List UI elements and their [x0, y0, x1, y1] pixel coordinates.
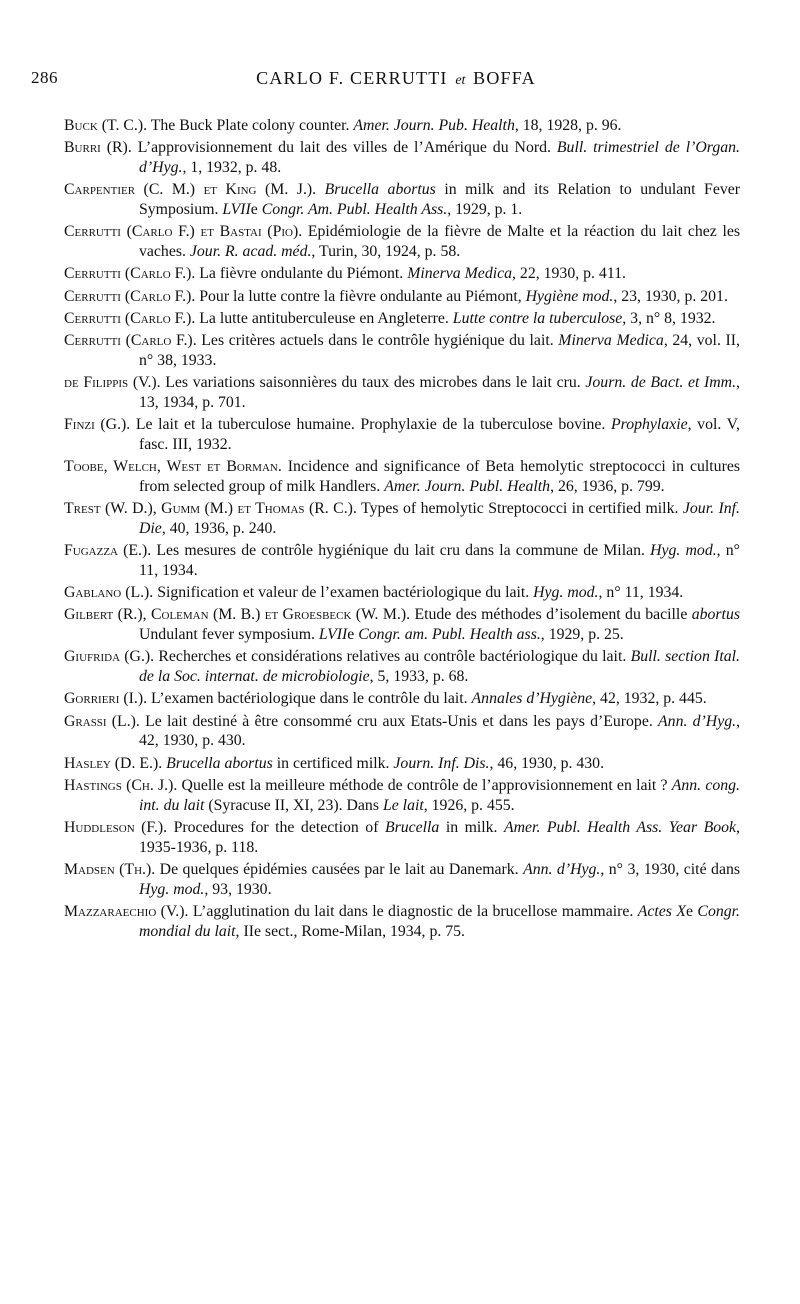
reference-italic-text: Journ. Inf. Dis.: [393, 754, 490, 772]
reference-text: Epidémiologie de la fièvre de Malte et la réaction du lait chez les vaches.: [139, 223, 740, 260]
reference-italic-text: Ann. cong. int. du lait: [139, 777, 740, 814]
reference-text: De quelques épidémies causées par le lait au Danemark.: [155, 861, 524, 879]
reference-author: Gablano (L.).: [64, 584, 154, 602]
reference-italic-text: Bull. trimestriel de l’Organ. d’Hyg.: [139, 139, 740, 176]
reference-text: , n° 11, 1934.: [598, 584, 684, 602]
reference-entry: [64, 902, 740, 941]
reference-author: Finzi (G.).: [64, 416, 131, 434]
reference-text: e: [250, 201, 262, 218]
reference-text: Les critères actuels dans le contrôle hygiénique du lait.: [196, 332, 559, 350]
reference-text: Recherches et considérations relatives au contrôle bactériologique du lait.: [154, 648, 631, 666]
reference-text: in milk.: [439, 819, 504, 837]
reference-text: La lutte antituberculeuse en Angleterre.: [195, 309, 453, 327]
running-head-coauthor: BOFFA: [473, 68, 536, 88]
reference-entry: [64, 776, 740, 815]
reference-italic-text: Hyg. mod.: [650, 542, 717, 560]
reference-text: Les variations saisonnières du taux des microbes dans le lait cru.: [160, 374, 586, 392]
running-head-conjunction: et: [455, 73, 466, 88]
reference-text: , 22, 1930, p. 411.: [512, 265, 626, 283]
reference-text: [316, 181, 325, 198]
reference-italic-text: Congr. mondial du lait: [139, 903, 740, 940]
reference-entry: [64, 541, 740, 580]
reference-author: de Filippis (V.).: [64, 374, 161, 392]
running-head: [31, 68, 761, 89]
reference-entry: [64, 583, 740, 603]
reference-text: Incidence and significance of Beta hemolytic streptococci in cultures from selected group of milk Handlers.: [139, 458, 740, 495]
reference-text: , 46, 1930, p. 430.: [489, 754, 605, 772]
reference-italic-text: Jour. R. acad. méd.: [189, 243, 312, 260]
reference-italic-text: Hyg. mod.: [533, 584, 599, 602]
reference-italic-text: Ann. d’Hyg.: [523, 861, 601, 879]
reference-author: Mazzaraechio (V.).: [64, 903, 189, 921]
reference-text: Les mesures de contrôle hygiénique du lait cru dans la commune de Milan.: [151, 542, 651, 560]
reference-text: Undulant fever symposium.: [139, 626, 319, 644]
reference-entry: [64, 264, 740, 284]
reference-italic-text: Actes X: [637, 903, 686, 921]
reference-text: , Turin, 30, 1924, p. 58.: [311, 243, 461, 260]
reference-italic-text: Congr. am. Publ. Health ass.: [358, 626, 541, 644]
reference-author: Fugazza (E.).: [64, 542, 152, 560]
reference-text: La fièvre ondulante du Piémont.: [195, 265, 408, 283]
reference-italic-text: Ann. d’Hyg.: [658, 712, 737, 730]
reference-entry: [64, 138, 740, 177]
reference-entry: [64, 309, 740, 329]
reference-author: Carpentier (C. M.) et King (M. J.).: [64, 181, 317, 199]
reference-text: , n° 11, 1934.: [139, 542, 740, 579]
reference-text: , 3, n° 8, 1932.: [622, 309, 716, 327]
reference-text: Procedures for the detection of: [167, 819, 385, 837]
reference-text: Le lait destiné à être consommé cru aux Etats-Unis et dans les pays d’Europe.: [139, 712, 659, 730]
reference-entry: [64, 457, 740, 496]
reference-author: Huddleson (F.).: [64, 819, 168, 837]
reference-text: , 1935-1936, p. 118.: [139, 819, 740, 856]
reference-author: Cerrutti (Carlo F.).: [64, 287, 196, 305]
reference-entry: [64, 287, 740, 307]
reference-italic-text: Congr. Am. Publ. Health Ass.: [261, 201, 448, 218]
reference-author: Burri (R).: [64, 139, 132, 157]
reference-author: Toobe, Welch, West et Borman.: [64, 458, 282, 476]
reference-italic-text: Jour. Inf. Die: [139, 500, 741, 537]
page-number: 286: [31, 68, 58, 87]
reference-italic-text: Brucella: [384, 819, 440, 837]
reference-author: Giufrida (G.).: [64, 648, 155, 666]
reference-italic-text: Annales d’Hygiène: [471, 690, 593, 708]
reference-author: Cerrutti (Carlo F.).: [64, 265, 196, 283]
reference-text: , 24, vol. II, n° 38, 1933.: [139, 332, 740, 369]
reference-entry: [64, 222, 740, 261]
reference-entry: [64, 689, 740, 709]
reference-entry: [64, 331, 740, 370]
reference-text: , 1, 1932, p. 48.: [182, 159, 282, 176]
reference-text: , n° 3, 1930, cité dans: [600, 861, 740, 879]
reference-author: Trest (W. D.), Gumm (M.) et Thomas (R. C.).: [64, 500, 357, 518]
reference-author: Hastings (Ch. J.).: [64, 777, 178, 795]
reference-text: , 93, 1930.: [204, 880, 272, 898]
reference-entry: [64, 499, 740, 538]
reference-text: , 40, 1936, p. 240.: [161, 519, 277, 537]
reference-italic-text: Hyg. mod.: [139, 880, 205, 898]
reference-entry: [64, 712, 740, 751]
reference-text: L’examen bactériologique dans le contrôle du lait.: [147, 690, 472, 708]
reference-italic-text: Journ. de Bact. et Imm.: [585, 374, 737, 392]
reference-italic-text: Amer. Journ. Publ. Health: [384, 477, 551, 495]
reference-italic-text: LVII: [222, 201, 251, 218]
reference-text: , 1929, p. 1.: [447, 201, 523, 218]
reference-italic-text: Minerva Medica: [558, 332, 664, 350]
reference-italic-text: Brucella abortus: [166, 754, 273, 772]
bibliography-list: [64, 116, 740, 944]
reference-entry: [64, 116, 740, 136]
reference-text: L’approvisionnement du lait des villes de l’Amérique du Nord.: [131, 139, 557, 157]
reference-author: Madsen (Th.).: [64, 861, 156, 879]
reference-entry: [64, 647, 740, 686]
reference-entry: [64, 373, 740, 412]
reference-text: e: [347, 626, 359, 644]
reference-italic-text: LVII: [318, 626, 348, 644]
reference-text: Signification et valeur de l’examen bactériologique du lait.: [153, 584, 534, 602]
reference-italic-text: Lutte contre la tuberculose: [452, 309, 623, 327]
reference-author: Cerrutti (Carlo F.) et Bastai (Pio).: [64, 223, 303, 241]
reference-text: , 13, 1934, p. 701.: [139, 374, 740, 411]
reference-italic-text: Hygiène mod.: [525, 287, 614, 305]
reference-entry: [64, 415, 740, 454]
reference-entry: [64, 605, 740, 644]
reference-author: Gorrieri (I.).: [64, 690, 148, 708]
reference-text: Etude des méthodes d’isolement du bacille: [410, 606, 692, 624]
reference-text: (Syracuse II, XI, 23). Dans: [204, 796, 383, 814]
reference-text: Pour la lutte contre la fièvre ondulante au Piémont,: [195, 287, 526, 305]
reference-text: in milk and its Relation to undulant Fever Symposium.: [139, 181, 741, 218]
reference-italic-text: abortus: [691, 606, 740, 624]
reference-text: L’agglutination du lait dans le diagnostic de la brucellose mammaire.: [188, 903, 638, 921]
reference-italic-text: Minerva Medica: [407, 265, 513, 283]
reference-text: e sect., Rome-Milan, 1934, p. 75.: [253, 922, 465, 940]
reference-entry: [64, 754, 740, 774]
reference-text: Quelle est la meilleure méthode de contrôle de l’approvisionnement en lait ?: [177, 777, 672, 795]
reference-text: , 1926, p. 455.: [423, 796, 515, 814]
reference-entry: [64, 818, 740, 857]
reference-text: , 1929, p. 25.: [540, 626, 624, 644]
reference-text: , 42, 1932, p. 445.: [592, 690, 707, 708]
reference-text: , II: [235, 922, 254, 940]
reference-text: e: [686, 903, 698, 921]
page-header: [31, 68, 761, 92]
reference-text: , 42, 1930, p. 430.: [139, 712, 741, 750]
reference-text: , 23, 1930, p. 201.: [613, 287, 728, 305]
reference-italic-text: Brucella abortus: [324, 181, 436, 199]
reference-author: Gilbert (R.), Coleman (M. B.) et Groesbeck (W. M.).: [64, 606, 411, 624]
reference-text: The Buck Plate colony counter.: [147, 117, 354, 134]
reference-italic-text: Amer. Publ. Health Ass. Year Book: [503, 819, 737, 837]
reference-italic-text: Prophylaxie: [610, 416, 688, 434]
reference-author: Grassi (L.).: [64, 712, 140, 730]
reference-text: , 5, 1933, p. 68.: [369, 668, 469, 686]
reference-author: Buck (T. C.).: [64, 117, 148, 134]
reference-text: in certificed milk.: [272, 754, 394, 772]
reference-italic-text: Le lait: [382, 796, 424, 814]
reference-text: Le lait et la tuberculose humaine. Prophylaxie de la tuberculose bovine.: [130, 416, 611, 434]
reference-text: , vol. V, fasc. III, 1932.: [139, 416, 740, 453]
reference-author: Hasley (D. E.).: [64, 754, 163, 772]
reference-entry: [64, 860, 740, 899]
reference-author: Cerrutti (Carlo F.).: [64, 332, 197, 350]
reference-author: Cerrutti (Carlo F.).: [64, 309, 196, 327]
reference-entry: [64, 180, 740, 219]
reference-text: Types of hemolytic Streptococci in certified milk.: [356, 500, 683, 518]
reference-italic-text: Bull. section Ital. de la Soc. internat. de microbiologie: [139, 648, 740, 686]
reference-italic-text: Amer. Journ. Pub. Health: [353, 117, 515, 134]
reference-text: , 26, 1936, p. 799.: [550, 477, 665, 495]
running-head-authors: CARLO F. CERRUTTI: [256, 68, 448, 88]
reference-text: , 18, 1928, p. 96.: [514, 117, 622, 134]
